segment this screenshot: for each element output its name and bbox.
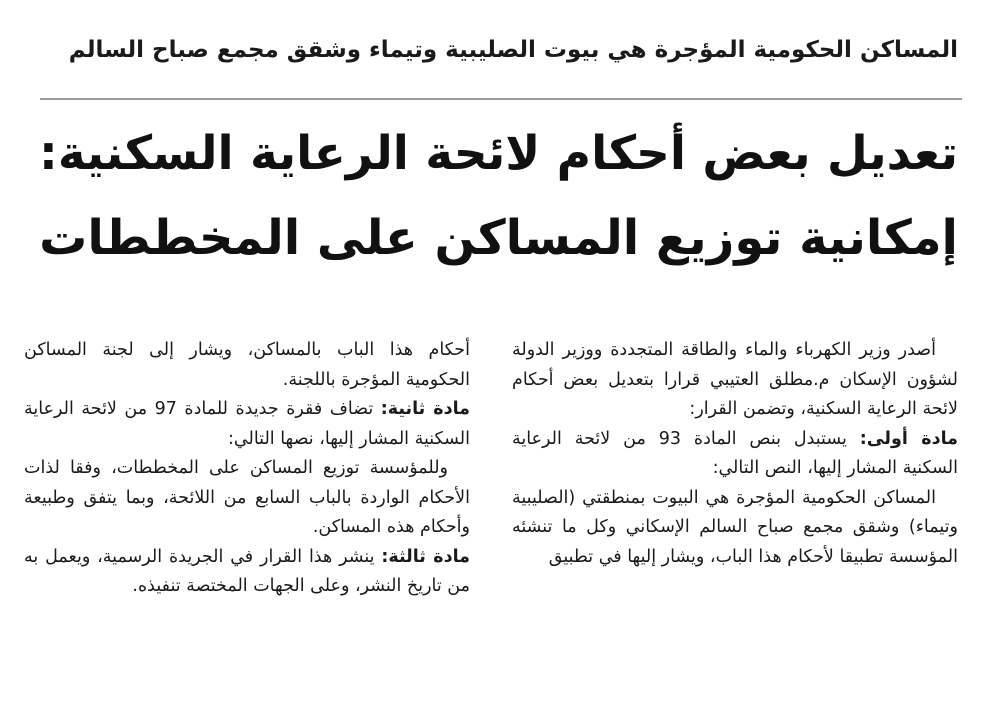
article-3-text: ينشر هذا القرار في الجريدة الرسمية، ويعمل به من تاريخ النشر، وعلى الجهات المختصة تنفيذه. xyxy=(24,546,470,596)
body-column-1 xyxy=(512,336,958,572)
continuation-paragraph: أحكام هذا الباب بالمساكن، ويشار إلى لجنة المساكن الحكومية المؤجرة باللجنة. xyxy=(24,340,470,390)
divider-rule xyxy=(40,98,962,100)
article-3-label: مادة ثالثة: xyxy=(381,546,471,567)
headline-line-2: إمكانية توزيع المساكن على المخططات xyxy=(39,210,958,266)
article-1-definition: المساكن الحكومية المؤجرة هي البيوت بمنطقتي (الصليبية وتيماء) وشقق مجمع صباح السالم الإسكاني وكل ما تنشئه المؤسسة تطبيقا لأحكام هذا الباب، ويشار إليها في تطبيق xyxy=(512,487,958,567)
headline-line-1: تعديل بعض أحكام لائحة الرعاية السكنية: xyxy=(39,126,958,181)
article-1-paragraph xyxy=(512,425,958,484)
article-2-addition: وللمؤسسة توزيع المساكن على المخططات، وفقا لذات الأحكام الواردة بالباب السابع من اللائحة، وبما يتفق وطبيعة وأحكام هذه المساكن. xyxy=(24,458,470,537)
article-kicker: المساكن الحكومية المؤجرة هي بيوت الصليبية وتيماء وشقق مجمع صباح السالم xyxy=(68,37,958,63)
body-column-2 xyxy=(24,336,470,602)
article-2-text: تضاف فقرة جديدة للمادة 97 من لائحة الرعاية السكنية المشار إليها، نصها التالي: xyxy=(24,399,470,449)
article-2-paragraph xyxy=(24,395,470,454)
article-1-text: يستبدل بنص المادة 93 من لائحة الرعاية السكنية المشار إليها، النص التالي: xyxy=(512,428,958,478)
article-headline xyxy=(33,112,958,280)
article-3-paragraph xyxy=(24,543,470,602)
article-2-label: مادة ثانية: xyxy=(380,399,471,419)
intro-paragraph: أصدر وزير الكهرباء والماء والطاقة المتجددة ووزير الدولة لشؤون الإسكان م.مطلق العتيبي قرارا بتعديل بعض أحكام لائحة الرعاية السكنية، وتضمن القرار: xyxy=(512,340,958,419)
article-1-label: مادة أولى: xyxy=(859,428,958,449)
